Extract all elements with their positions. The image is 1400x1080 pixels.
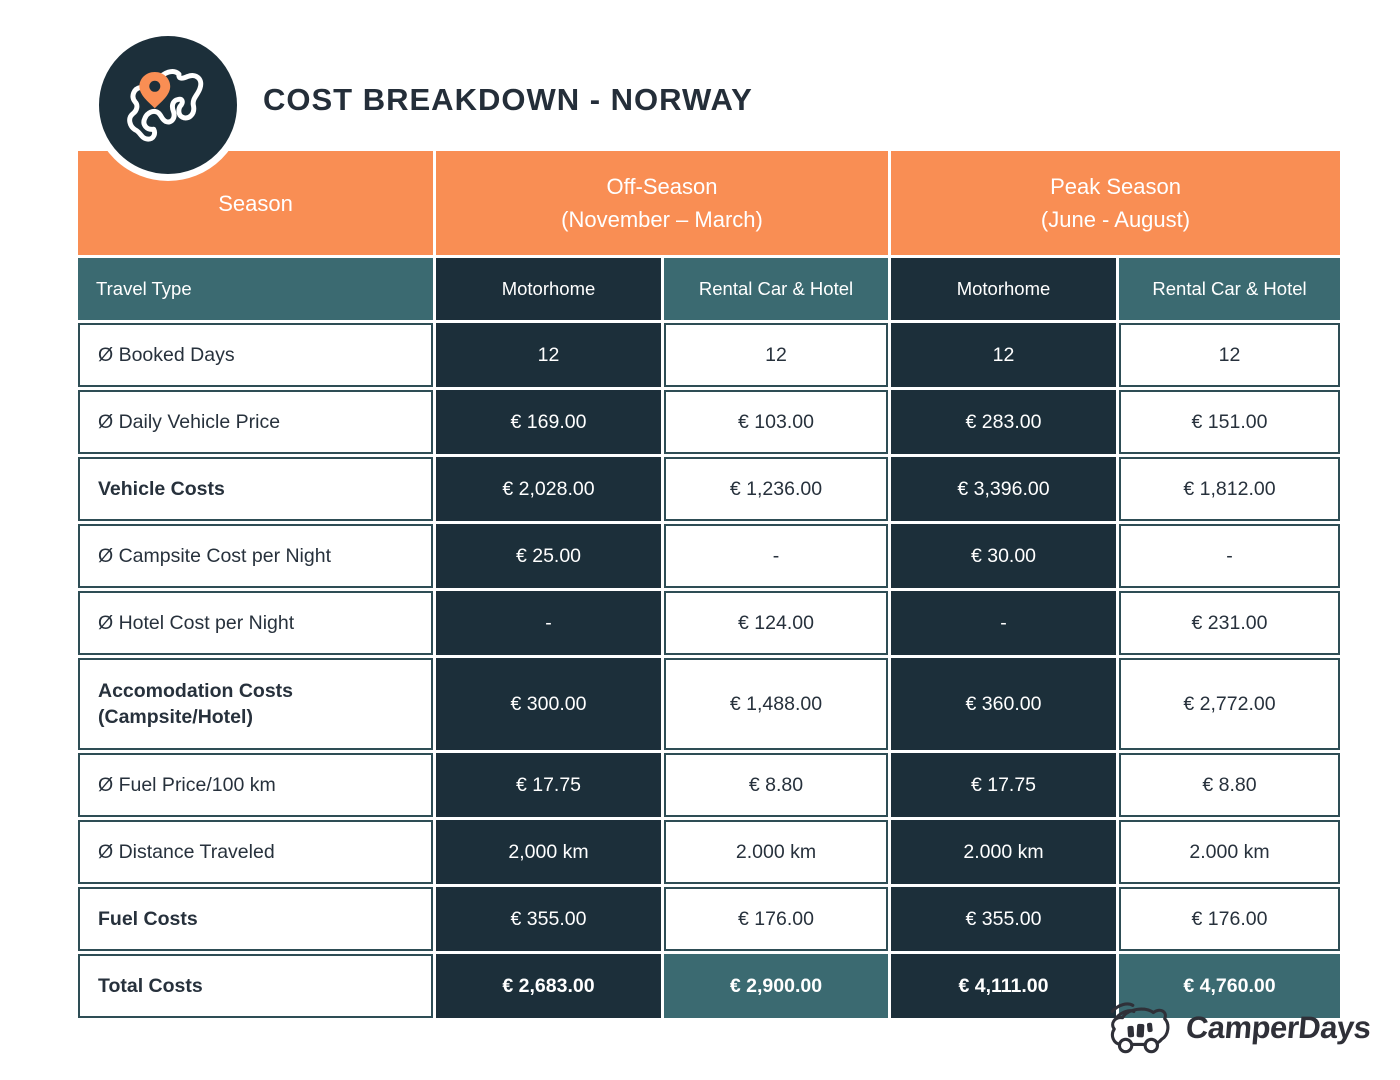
- peak-season-header: [891, 151, 1340, 255]
- cell-value: € 151.00: [1119, 390, 1340, 454]
- cost-breakdown-table: [75, 148, 1343, 1021]
- table-row-accommodation-costs: [78, 658, 1340, 750]
- cell-value: 2.000 km: [664, 820, 888, 884]
- cell-value: € 2,683.00: [436, 954, 661, 1018]
- cell-value: € 2,028.00: [436, 457, 661, 521]
- cell-value: € 2,900.00: [664, 954, 888, 1018]
- row-label: Vehicle Costs: [78, 457, 433, 521]
- cell-value: € 1,488.00: [664, 658, 888, 750]
- row-label: Ø Booked Days: [78, 323, 433, 387]
- column-header-motorhome-off: Motorhome: [436, 258, 661, 320]
- cell-value: € 360.00: [891, 658, 1116, 750]
- row-label: Fuel Costs: [78, 887, 433, 951]
- cell-value: € 1,812.00: [1119, 457, 1340, 521]
- column-header-rental-peak: Rental Car & Hotel: [1119, 258, 1340, 320]
- cell-value: € 25.00: [436, 524, 661, 588]
- table-row-fuel-costs: [78, 887, 1340, 951]
- row-label: Ø Fuel Price/100 km: [78, 753, 433, 817]
- table-row-booked-days: [78, 323, 1340, 387]
- column-header-motorhome-peak: Motorhome: [891, 258, 1116, 320]
- table-row-fuel-price: [78, 753, 1340, 817]
- cell-value: 12: [1119, 323, 1340, 387]
- cell-value: € 3,396.00: [891, 457, 1116, 521]
- norway-map-with-pin-icon: [113, 50, 223, 160]
- norway-badge: [92, 29, 244, 181]
- row-label: Ø Campsite Cost per Night: [78, 524, 433, 588]
- cell-value: € 17.75: [891, 753, 1116, 817]
- cell-value: € 231.00: [1119, 591, 1340, 655]
- cell-value: € 2,772.00: [1119, 658, 1340, 750]
- cell-value: € 8.80: [1119, 753, 1340, 817]
- cell-value: -: [436, 591, 661, 655]
- season-header-row: [78, 151, 1340, 255]
- cell-value: € 355.00: [436, 887, 661, 951]
- cell-value: € 355.00: [891, 887, 1116, 951]
- column-header-rental-off: Rental Car & Hotel: [664, 258, 888, 320]
- cell-value: -: [891, 591, 1116, 655]
- off-season-title: Off-Season: [606, 174, 718, 199]
- row-label: Total Costs: [78, 954, 433, 1018]
- cell-value: € 169.00: [436, 390, 661, 454]
- cell-value: 2.000 km: [1119, 820, 1340, 884]
- peak-season-title: Peak Season: [1050, 174, 1181, 199]
- cell-value: € 8.80: [664, 753, 888, 817]
- cell-value: € 1,236.00: [664, 457, 888, 521]
- cell-value: € 176.00: [1119, 887, 1340, 951]
- cell-value: 12: [436, 323, 661, 387]
- cell-value: 12: [891, 323, 1116, 387]
- table-row-hotel-cost: [78, 591, 1340, 655]
- cell-value: -: [1119, 524, 1340, 588]
- table-row-vehicle-costs: [78, 457, 1340, 521]
- cell-value: € 124.00: [664, 591, 888, 655]
- peak-season-subtitle: (June - August): [1040, 207, 1191, 232]
- camperdays-logo: [1104, 996, 1371, 1060]
- cell-value: 2,000 km: [436, 820, 661, 884]
- travel-type-row: [78, 258, 1340, 320]
- cell-value: € 4,760.00: [1119, 954, 1340, 1018]
- camper-van-doodle-icon: [1104, 996, 1176, 1060]
- cell-value: € 283.00: [891, 390, 1116, 454]
- table-row-distance-traveled: [78, 820, 1340, 884]
- cell-value: € 17.75: [436, 753, 661, 817]
- off-season-subtitle: (November – March): [561, 207, 763, 232]
- off-season-header: [436, 151, 888, 255]
- page-title: COST BREAKDOWN - NORWAY: [263, 82, 753, 117]
- cell-value: € 103.00: [664, 390, 888, 454]
- cell-value: 12: [664, 323, 888, 387]
- cell-value: € 176.00: [664, 887, 888, 951]
- cell-value: € 300.00: [436, 658, 661, 750]
- travel-type-label: Travel Type: [78, 258, 433, 320]
- season-header-label: Season: [78, 151, 433, 255]
- cell-value: -: [664, 524, 888, 588]
- row-label: Accomodation Costs (Campsite/Hotel): [78, 658, 433, 750]
- row-label: Ø Hotel Cost per Night: [78, 591, 433, 655]
- row-label: Ø Daily Vehicle Price: [78, 390, 433, 454]
- table-row-daily-vehicle-price: [78, 390, 1340, 454]
- cell-value: € 4,111.00: [891, 954, 1116, 1018]
- brand-name: CamperDays: [1184, 1010, 1373, 1045]
- table-row-campsite-cost: [78, 524, 1340, 588]
- cell-value: € 30.00: [891, 524, 1116, 588]
- row-label: Ø Distance Traveled: [78, 820, 433, 884]
- cell-value: 2.000 km: [891, 820, 1116, 884]
